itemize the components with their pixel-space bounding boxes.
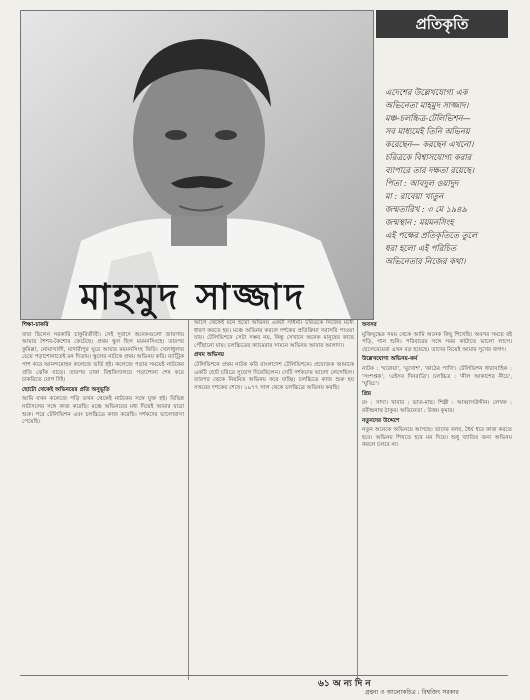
intro-line: জন্মস্থান : ময়মনসিংহ — [385, 217, 454, 227]
article-column-3 — [362, 320, 512, 675]
intro-line: মা : রাবেয়া খাতুন — [385, 191, 444, 201]
intro-line: এই পক্ষের প্রতিকৃতিতে তুলে — [385, 230, 478, 240]
intro-line: অভিনেতার নিজের কথা। — [385, 256, 466, 266]
intro-line: করেছেন— করছেন এখনো। — [385, 139, 474, 149]
body-text: নাটক : 'ঘরোয়া', 'মুখোশ', 'কাঠের পাখি'। টেলিভিশন ধারাবাহিক : 'সংশপ্তক', 'এইসব দিনরাত্রি'। চলচ্চিত্র : 'নীল আকাশের নীচে', 'ঘুড্ডি'। — [362, 365, 512, 388]
body-text: মুক্তিযুদ্ধের সময় থেকে আমি অনেক কিছু শিখেছি। অবসর সময়ে বই পড়ি, গান শুনি। পরিবারের সঙ্গে সময় কাটাতে ভালো লাগে। ছেলেমেয়েরা এখন বড় হয়েছে। তাদের নিয়েই আমার সুখের জগৎ। — [362, 331, 512, 353]
section-heading: প্রিয় — [362, 390, 372, 397]
section-heading: শিক্ষা-চাকরি — [22, 322, 49, 328]
body-text: নতুন অনেকে অভিনয়ে আসছে। তাদের বলব, ধৈর্য ধরে কাজ করতে হবে। অভিনয় শিখতে হবে মন দিয়ে। শুধু খ্যাতির জন্য অভিনয় করলে চলবে না। — [362, 427, 512, 449]
body-text: বাবা ছিলেন সরকারি চাকুরিজীবী। সেই সুবাদে অনেকগুলো জায়গায় আমার শৈশব-কৈশোর কেটেছে। প্রথম স্কুল ছিল ময়মনসিংহে। তারপর কুমিল্লা, নোয়াখালী, মাদারীপুর ঘুরে আবার ময়মনসিংহ ফিরি। খেলাধুলার চেয়ে পড়াশোনাতেই মন দিতাম। স্কুলের নাটকে প্রথম অভিনয় করি। ম্যাট্রিক পাশ করে আনন্দমোহন কলেজে ভর্তি হই। কলেজে পড়ার সময়েই নাটকের প্রতি ঝোঁক বাড়ে। তারপর ঢাকা বিশ্ববিদ্যালয়ে পড়াশোনা শেষ করে চাকরিতে যোগ দিই। — [22, 331, 184, 384]
intro-line: অভিনেতা মাহমুদ সাজ্জাদ। — [385, 100, 469, 110]
intro-line: পিতা : আবদুল ওয়াদুদ — [385, 178, 459, 188]
intro-line: এদেশের উল্লেখযোগ্য এক — [385, 87, 468, 97]
column-divider — [188, 320, 189, 680]
portrait-name-caption: মাহমুদ সাজ্জাদ — [80, 276, 307, 318]
article-column-2 — [194, 320, 354, 675]
section-heading: নতুনদের উদ্দেশে — [362, 417, 400, 424]
intro-block — [385, 86, 515, 268]
column-divider — [357, 320, 358, 680]
section-heading: অবসর — [362, 322, 377, 328]
section-heading: উল্লেখযোগ্য অভিনয়-কর্ম — [362, 356, 418, 363]
intro-line: জন্মতারিখ : ৩ মে ১৯৪৯ — [385, 204, 467, 214]
intro-line: ব্যাপারে তার দক্ষতা রয়েছে। — [385, 165, 475, 175]
page-number: ৬১ অ ন্য দি ন — [318, 679, 371, 689]
intro-line: চরিত্রকে বিশ্বাসযোগ্য করার — [385, 152, 472, 162]
footer-rule — [20, 675, 508, 676]
article-column-1 — [22, 320, 184, 675]
body-text: রং : সাদা। খাবার : ভাত-মাছ। শিল্পী : আব্বাসউদ্দীন। লেখক : রবীন্দ্রনাথ ঠাকুর। অভিনেতা : উত্তম কুমার। — [362, 400, 512, 414]
intro-line: মঞ্চ-চলচ্চিত্র-টেলিভিশন— — [385, 113, 471, 123]
photo-credit: গ্রন্থনা ও আলোকচিত্র : বিশ্বজিৎ সরকার — [365, 689, 459, 696]
intro-line: সব মাধ্যমেই তিনি অভিনয় — [385, 126, 470, 136]
intro-line: ধরা হলো এই পরিচিত — [385, 243, 457, 253]
body-text: টেলিভিশনে প্রথম নাটক করি বাংলাদেশ টেলিভিশনে। প্রযোজক আমাকে একটি ছোট চরিত্রে সুযোগ দিয়েছিলেন। সেটি দর্শকদের ভালো লেগেছিল। তারপর থেকে নিয়মিত অভিনয় করে যাচ্ছি। চলচ্চিত্রে কাজ শুরু হয় সত্তরের দশকের শেষে। ১৯৭৭ সাল থেকে চলচ্চিত্রে অভিনয় করছি। — [194, 361, 354, 391]
section-heading: ছোটো থেকেই অভিনয়ের প্রতি অনুভূতি — [22, 386, 110, 393]
body-text: আমি যখন কলেজে পড়ি তখন থেকেই নাটকের সঙ্গে যুক্ত হই। বিভিন্ন নাট্যদলের সঙ্গে কাজ করেছি। মঞ্চে অভিনয়ের মধ্য দিয়েই আমার যাত্রা শুরু। পরে টেলিভিশন এবং চলচ্চিত্রে কাজ করেছি। দর্শকদের ভালোবাসা পেয়েছি। — [22, 396, 184, 426]
body-text: আগে থেকেই মনে হতো অভিনয় একটা সাধনা। চরিত্রকে নিজের মধ্যে ধারণ করতে হয়। মঞ্চে অভিনয় করলে দর্শকের প্রতিক্রিয়া সরাসরি পাওয়া যায়। টেলিভিশনে সেটা সম্ভব নয়, কিন্তু সেখানে অনেক মানুষের কাছে পৌঁছানো যায়। চলচ্চিত্রের ক্যামেরার সামনে অভিনয় আবার আলাদা। — [194, 320, 354, 349]
section-banner: প্রতিকৃতি — [376, 10, 508, 38]
section-heading: প্রথম অভিনয় — [194, 352, 225, 359]
